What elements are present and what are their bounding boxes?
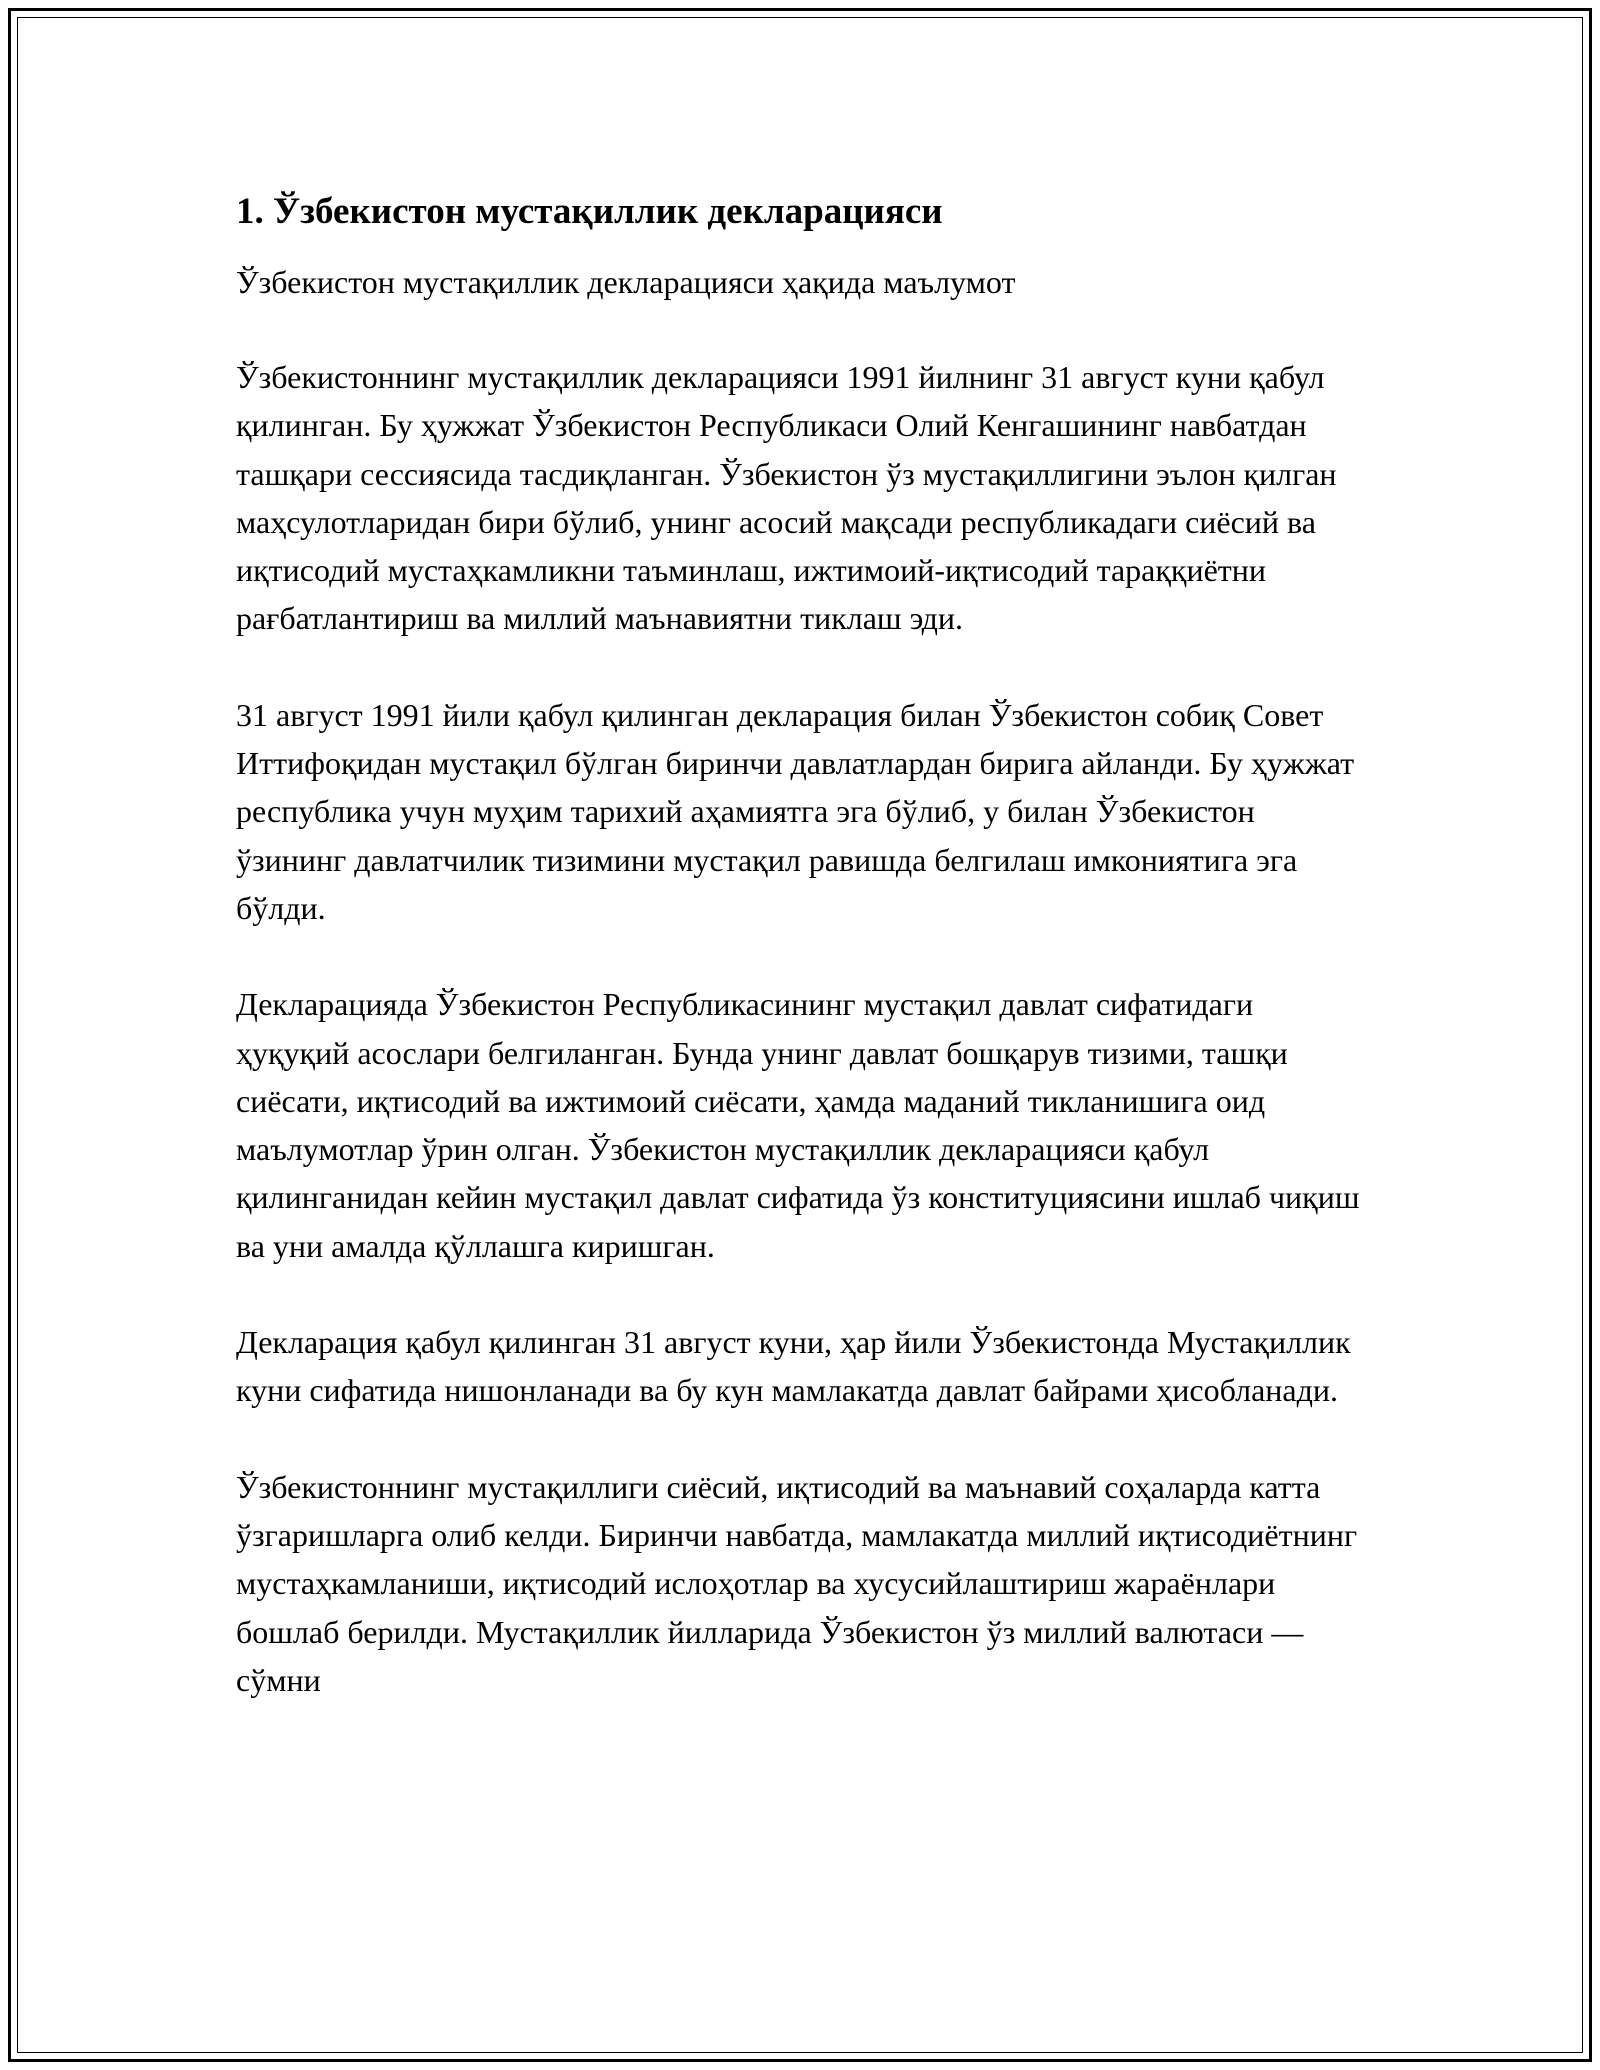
document-body (236, 186, 1366, 1704)
document-subtitle: Ўзбекистон мустақиллик декларацияси ҳақида маълумот (236, 264, 1016, 300)
paragraph-5: Ўзбекистоннинг мустақиллиги сиёсий, иқтисодий ва маънавий соҳаларда катта ўзгаришларга олиб келди. Биринчи навбатда, мамлакатда миллий иқтисодиётнинг мустаҳкамланиши, иқтисодий ислоҳотлар ва хусусийлаштириш жараёнлари бошлаб берилди. Мустақиллик йилларида Ўзбекистон ўз миллий валютаси — сўмни (236, 1468, 1358, 1698)
paragraph-3: Декларацияда Ўзбекистон Республикасининг мустақил давлат сифатидаги ҳуқуқий асослари белгиланган. Бунда унинг давлат бошқарув тизими, ташқи сиёсати, иқтисодий ва ижтимоий сиёсати, ҳамда маданий тикланишига оид маълумотлар ўрин олган. Ўзбекистон мустақиллик декларацияси қабул қилинганидан кейин мустақил давлат сифатида ўз конституциясини ишлаб чиқиш ва уни амалда қўллашга киришган. (236, 986, 1360, 1264)
document-title: 1. Ўзбекистон мустақиллик декларацияси (236, 191, 943, 232)
paragraph-2: 31 август 1991 йили қабул қилинган декларация билан Ўзбекистон собиқ Совет Иттифоқидан мустақил бўлган биринчи давлатлардан бирига айланди. Бу ҳужжат республика учун муҳим тарихий аҳамиятга эга бўлиб, у билан Ўзбекистон ўзининг давлатчилик тизимини мустақил равишда белгилаш имкониятига эга бўлди. (236, 696, 1355, 926)
paragraph-4: Декларация қабул қилинган 31 август куни, ҳар йили Ўзбекистонда Мустақиллик куни сифатида нишонланади ва бу кун мамлакатда давлат байрами ҳисобланади. (236, 1324, 1351, 1409)
paragraph-1: Ўзбекистоннинг мустақиллик декларацияси 1991 йилнинг 31 август куни қабул қилинган. Бу ҳужжат Ўзбекистон Республикаси Олий Кенгашининг навбатдан ташқари сессиясида тасдиқланган. Ўзбекистон ўз мустақиллигини эълон қилган маҳсулотларидан бири бўлиб, унинг асосий мақсади республикадаги сиёсий ва иқтисодий мустаҳкамликни таъминлаш, ижтимоий-иқтисодий тараққиётни рағбатлантириш ва миллий маънавиятни тиклаш эди. (236, 359, 1337, 637)
